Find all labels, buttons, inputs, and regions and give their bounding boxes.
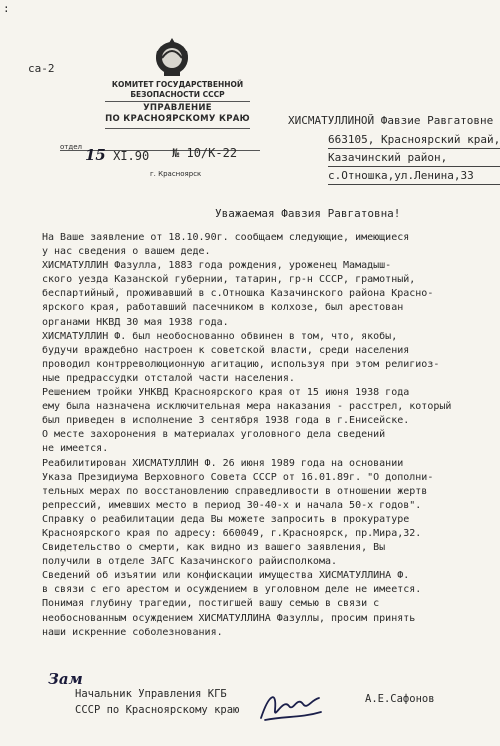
body-line: ХИСМАТУЛЛИН Фазулла, 1883 года рождения, уроженец Мамадыш- (42, 260, 392, 272)
recipient-name: ХИСМАТУЛЛИНОЙ Фавзие Равгатовне (288, 114, 494, 127)
header-divider-2 (105, 128, 250, 129)
address-line: Казачинский район, (328, 149, 500, 167)
address-line: 663105, Красноярский край, (328, 131, 500, 149)
handwritten-signature (255, 686, 325, 726)
body-line: На Ваше заявление от 18.10.90г. сообщаем следующие, имеющиеся (42, 232, 410, 243)
body-line: Указа Президиума Верховного Совета СССР от 16.01.89г. "О дополни- (42, 471, 434, 483)
body-line: проводил контрреволюционную агитацию, используя при этом религиоз- (42, 358, 440, 370)
date-day-handwritten: 15 (85, 146, 106, 164)
signatory-name: А.Е.Сафонов (365, 693, 435, 705)
department-name (105, 103, 250, 125)
letter-body (42, 231, 500, 640)
body-line: Решением тройки УНКВД Красноярского края от 15 июня 1938 года (42, 387, 410, 399)
body-line: Понимая глубину трагедии, постигшей вашу семью в связи с (42, 598, 380, 610)
form-code: са-2 (28, 62, 55, 75)
body-line: Красноярского края по адресу: 660049, г.Красноярск, пр.Мира,32. (42, 527, 422, 539)
body-line: у нас сведения о вашем деде. (42, 246, 211, 258)
body-line: Справку о реабилитации деда Вы можете запросить в прокуратуре (42, 513, 410, 525)
signatory-title-line-1: Начальник Управления КГБ (75, 688, 227, 700)
body-line: необоснованным осуждением ХИСМАТУЛЛИНА Фазуллы, просим принять (42, 612, 416, 624)
dept-line-1: УПРАВЛЕНИЕ (143, 103, 212, 113)
body-line: ярского края, работавший пасечником в колхозе, был арестован (42, 302, 404, 314)
body-line: ные предрассудки отсталой части населения. (42, 372, 295, 384)
body-line: тельных мерах по восстановлению справедливости в отношении жертв (42, 485, 428, 497)
address-line: с.Отношка,ул.Ленина,33 (328, 167, 500, 185)
org-name (105, 80, 250, 100)
header-divider (105, 101, 250, 102)
letter-number (172, 146, 237, 160)
body-line: Сведений об изъятии или конфискации имущества ХИСМАТУЛЛИНА Ф. (42, 570, 410, 582)
signatory-title (75, 686, 239, 718)
date-month-year: ХI.90 (113, 149, 150, 163)
recipient-address (328, 131, 500, 185)
body-line: ХИСМАТУЛЛИН Ф. был необоснованно обвинен в том, что, якобы, (42, 330, 398, 342)
body-line: был приведен в исполнение 3 сентября 1938 года в г.Енисейске. (42, 415, 410, 427)
body-line: ского уезда Казанской губернии, татарин, гр-н СССР, грамотный, (42, 274, 416, 286)
body-line: О месте захоронения в материалах уголовного дела сведений (42, 429, 386, 441)
number-value: 10/К-22 (186, 146, 238, 160)
otdel-label: отдел (60, 143, 82, 151)
org-line-1: КОМИТЕТ ГОСУДАРСТВЕННОЙ (111, 80, 244, 89)
body-line: репрессий, имевших место в период 30-40-х и начала 50-х годов". (42, 499, 422, 511)
body-line: Реабилитирован ХИСМАТУЛЛИН Ф. 26 июня 1989 года на основании (42, 457, 404, 469)
body-line: наши искренние соболезнования. (42, 626, 223, 638)
number-sign: № (172, 146, 180, 160)
signatory-title-line-2: СССР по Красноярскому краю (75, 704, 240, 716)
state-emblem (150, 35, 194, 79)
body-line: Свидетельство о смерти, как видно из вашего заявления, Вы (42, 542, 386, 554)
body-line: не имеется. (42, 443, 109, 455)
letter-date (85, 146, 149, 164)
body-line: в связи с его арестом и осуждением в уголовном деле не имеется. (42, 584, 422, 596)
body-line: органами НКВД 30 мая 1938 года. (42, 316, 229, 328)
org-line-2: БЕЗОПАСНОСТИ СССР (130, 90, 225, 99)
body-line: получили в отделе ЗАГС Казачинского райисполкома. (42, 556, 338, 568)
body-line: будучи враждебно настроен к советской власти, среди населения (42, 344, 410, 356)
salutation: Уважаемая Фавзия Равгатовна! (215, 207, 401, 220)
handwritten-mark: Зам (48, 670, 83, 688)
body-line: беспартийный, проживавший в с.Отношка Казачинского района Красно- (42, 288, 434, 300)
edge-mark: : (3, 2, 10, 15)
city-label: г. Красноярск (150, 170, 202, 178)
dept-line-2: ПО КРАСНОЯРСКОМУ КРАЮ (105, 114, 250, 124)
body-line: ему была назначена исключительная мера наказания - расстрел, который (42, 401, 452, 413)
